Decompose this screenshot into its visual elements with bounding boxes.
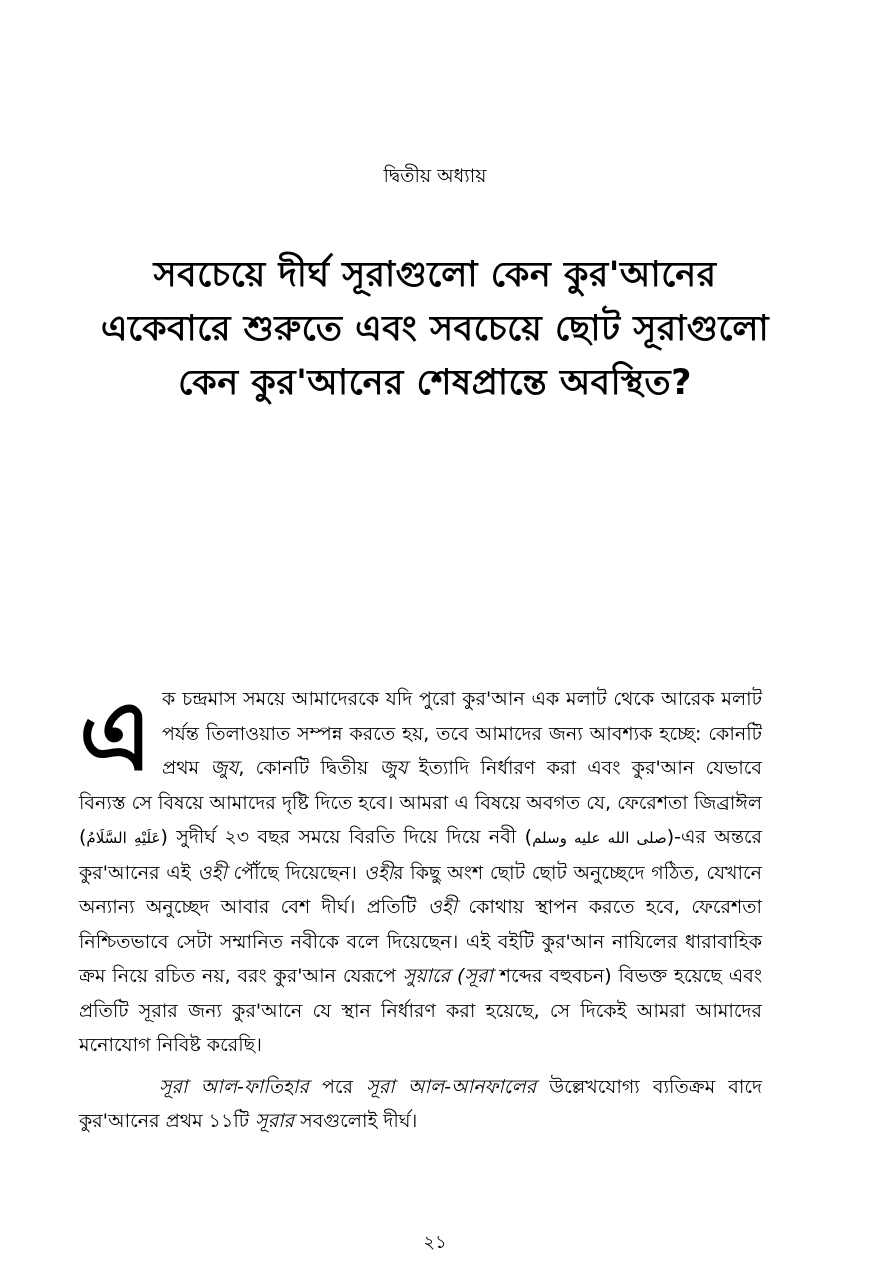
arabic-honorific: عَلَيْهِ السَّلَامُ xyxy=(86,829,161,847)
arabic-salutation: صلى الله عليه وسلم xyxy=(532,829,667,847)
italic-term: ওহী xyxy=(427,896,458,918)
chapter-title xyxy=(60,248,810,410)
text-run: ) সুদীর্ঘ ২৩ বছর সময়ে বিরতি দিয়ে দিয়ে নবী ( xyxy=(160,826,533,848)
italic-term: ওহী xyxy=(363,861,394,884)
drop-cap: এ xyxy=(79,680,153,792)
page-number: ২১ xyxy=(423,1232,447,1253)
title-line-1: সবচেয়ে দীর্ঘ সূরাগুলো কেন কুর'আনের xyxy=(153,255,717,295)
italic-term: সূরা আল-আনফালের xyxy=(366,1075,537,1098)
italic-term: জুয xyxy=(379,757,408,779)
italic-term: সুয়ারে (সূরা xyxy=(402,965,493,987)
text-run: ক চন্দ্রমাস সময়ে আমাদেরকে যদি পুরো কুর'আন এক মলাট থেকে আরেক মলাট পর্যন্ত তিলাওয়াত সম্পন্ন করতে হয়, তবে আমাদের জন্য আবশ্যক হচ্ছে: কোনটি প্রথম xyxy=(162,688,762,779)
text-run: , কোনটি দ্বিতীয় xyxy=(238,757,380,779)
italic-term: ওহী xyxy=(197,861,227,884)
text-run: ইত্যাদি নির্ধারণ করা এবং কুর'আন যেভাবে বিন্যস্ত সে বিষয়ে আমাদের দৃষ্টি দিতে হবে। আমরা এ বিষয়ে অবগত যে, ফেরেশতা জিব্রাঈল ( xyxy=(79,757,762,848)
text-run: )-এর অন্তরে কুর'আনের এই xyxy=(79,826,763,884)
paragraph-2 xyxy=(79,1070,762,1139)
italic-term: সূরার xyxy=(255,1110,295,1132)
text-run: পৌঁছে দিয়েছেন। xyxy=(226,861,364,884)
paragraph-1 xyxy=(79,682,762,1063)
text-run: কোথায় স্থাপন করতে হবে, ফেরেশতা নিশ্চিতভাবে সেটা সম্মানিত নবীকে বলে দিয়েছেন। এই বইটি কুর'আন নাযিলের ধারাবাহিক ক্রম নিয়ে রচিত নয়, বরং কুর'আন যেরূপে xyxy=(79,896,763,987)
text-run: পরে xyxy=(308,1075,367,1098)
text-run: সবগুলোই দীর্ঘ। xyxy=(294,1110,418,1132)
text-run: উল্লেখযোগ্য ব্যতিক্রম বাদে কুর'আনের প্রথম ১১টি xyxy=(79,1075,763,1132)
chapter-label: দ্বিতীয় অধ্যায় xyxy=(383,165,487,187)
italic-term: জুয xyxy=(210,757,239,779)
body-text xyxy=(79,682,762,1139)
text-run: র কিছু অংশ ছোট ছোট অনুচ্ছেদে গঠিত, যেখানে অন্যান্য অনুচ্ছেদ আবার বেশ দীর্ঘ। প্রতিটি xyxy=(79,861,762,918)
text-run: শব্দের বহুবচন) বিভক্ত হয়েছে এবং প্রতিটি সূরার জন্য কুর'আনে যে স্থান নির্ধারণ করা হয়েছে, সে দিকেই আমরা আমাদের মনোযোগ নিবিষ্ট করেছি। xyxy=(79,965,762,1056)
title-line-2: একেবারে শুরুতে এবং সবচেয়ে ছোট সূরাগুলো xyxy=(100,309,770,349)
title-line-3: কেন কুর'আনের শেষপ্রান্তে অবস্থিত? xyxy=(178,363,692,403)
italic-term: সূরা আল-ফাতিহার xyxy=(159,1075,309,1098)
